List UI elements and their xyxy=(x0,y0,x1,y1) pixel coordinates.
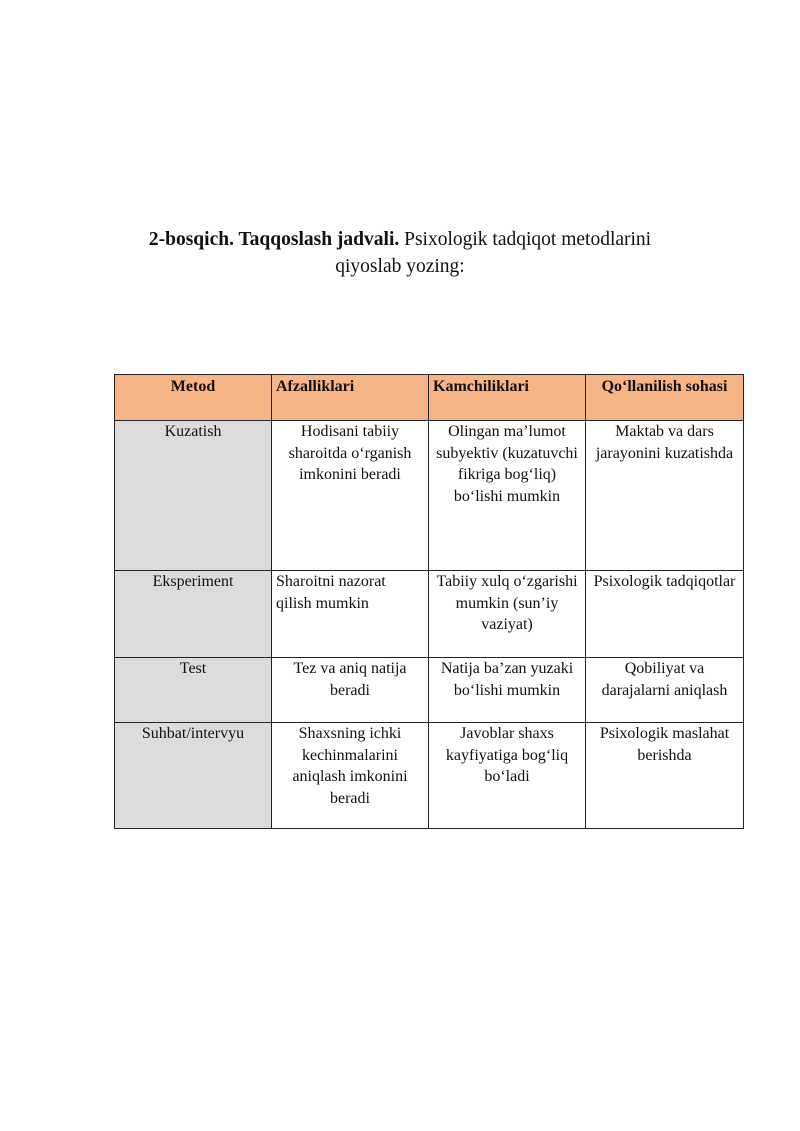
advantages-cell: Hodisani tabiiy sharoitda o‘rganish imkonini beradi xyxy=(272,421,429,571)
method-cell: Eksperiment xyxy=(115,571,272,658)
method-cell: Test xyxy=(115,658,272,723)
table-row xyxy=(115,421,744,571)
disadvantages-cell: Natija ba’zan yuzaki bo‘lishi mumkin xyxy=(429,658,586,723)
comparison-table xyxy=(114,374,744,829)
disadvantages-cell: Tabiiy xulq o‘zgarishi mumkin (sun’iy vaziyat) xyxy=(429,571,586,658)
heading-rest-1: Psixologik tadqiqot metodlarini xyxy=(404,229,652,250)
header-row xyxy=(115,375,744,421)
table-row xyxy=(115,723,744,829)
heading-bold: 2-bosqich. Taqqoslash jadvali. xyxy=(148,229,400,250)
header-disadvantages: Kamchiliklari xyxy=(429,375,586,421)
heading-line-1 xyxy=(0,226,800,253)
header-method: Metod xyxy=(115,375,272,421)
table-row xyxy=(115,658,744,723)
method-cell: Suhbat/intervyu xyxy=(115,723,272,829)
header-usage: Qo‘llanilish sohasi xyxy=(586,375,744,421)
method-cell: Kuzatish xyxy=(115,421,272,571)
disadvantages-cell: Olingan ma’lumot subyektiv (kuzatuvchi fikriga bog‘liq) bo‘lishi mumkin xyxy=(429,421,586,571)
usage-cell: Qobiliyat va darajalarni aniqlash xyxy=(586,658,744,723)
table-row xyxy=(115,571,744,658)
header-advantages: Afzalliklari xyxy=(272,375,429,421)
usage-cell: Psixologik tadqiqotlar xyxy=(586,571,744,658)
advantages-cell: Sharoitni nazorat qilish mumkin xyxy=(272,571,429,658)
usage-cell: Maktab va dars jarayonini kuzatishda xyxy=(586,421,744,571)
advantages-cell: Tez va aniq natija beradi xyxy=(272,658,429,723)
page-heading xyxy=(0,226,800,280)
disadvantages-cell: Javoblar shaxs kayfiyatiga bog‘liq bo‘ladi xyxy=(429,723,586,829)
heading-line-2: qiyoslab yozing: xyxy=(335,256,465,277)
advantages-cell: Shaxsning ichki kechinmalarini aniqlash imkonini beradi xyxy=(272,723,429,829)
usage-cell: Psixologik maslahat berishda xyxy=(586,723,744,829)
